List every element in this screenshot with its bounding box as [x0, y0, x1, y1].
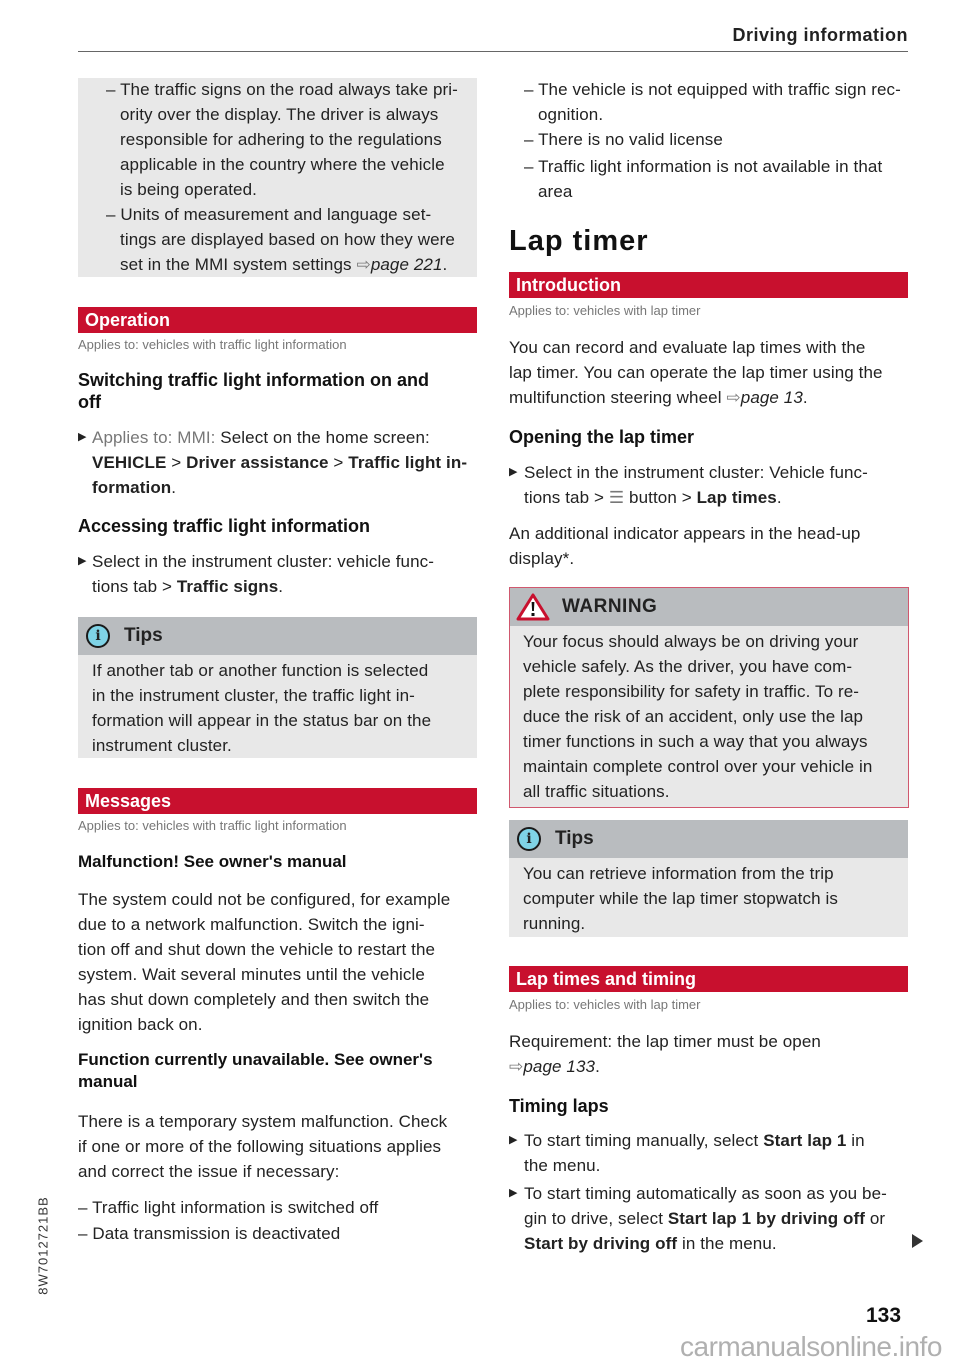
text-run: timer functions in such a way that you always: [523, 732, 868, 751]
text-line: [523, 886, 908, 911]
step-opening: [509, 460, 868, 510]
text-run: lap timer. You can operate the lap timer using the: [509, 363, 883, 382]
text-run: running.: [523, 914, 586, 933]
text-run: tings are displayed based on how they were: [120, 230, 455, 249]
text-line: [78, 1012, 450, 1037]
step-arrow-icon: ▶: [509, 466, 518, 478]
text-run: computer while the lap timer stopwatch is: [523, 889, 838, 908]
text-line: [523, 729, 908, 754]
text-line: [524, 1181, 887, 1206]
text-run: ognition.: [538, 105, 604, 124]
menu-term: Start lap 1 by driving off: [667, 1209, 866, 1228]
text-run: ☰: [608, 488, 625, 507]
running-header: Driving information: [732, 25, 908, 45]
text-line: [92, 475, 467, 500]
text-run: plete responsibility for safety in traffic. To re-: [523, 682, 860, 701]
text-run: .: [278, 577, 284, 596]
text-line: [78, 887, 450, 912]
text-line: [524, 154, 882, 179]
text-line: [120, 252, 455, 277]
text-line: [78, 987, 450, 1012]
menu-term: Start by driving off: [524, 1234, 678, 1253]
tips-header: [78, 617, 477, 655]
text-line: [92, 549, 434, 574]
paragraph-malfunction: [78, 887, 450, 1037]
menu-term: Start lap 1: [763, 1131, 847, 1150]
text-line: [523, 779, 908, 804]
text-run: duce the risk of an accident, only use the lap: [523, 707, 864, 726]
text-run: the menu.: [524, 1156, 601, 1175]
text-line: [509, 335, 883, 360]
step-arrow-icon: ▶: [78, 555, 87, 567]
heading-malfunction: Malfunction! See owner's manual: [78, 852, 347, 871]
text-run: .: [776, 488, 782, 507]
text-run: is being operated.: [120, 180, 257, 199]
page-reference: page 133: [523, 1057, 596, 1076]
text-line: [120, 102, 458, 127]
text-run: Select in the instrument cluster: vehicle func-: [92, 552, 435, 571]
text-line: [538, 102, 901, 127]
text-run: Requirement: the lap timer must be open: [509, 1032, 821, 1051]
paragraph-intro: [509, 335, 883, 410]
text-run: Your focus should always be on driving your: [523, 632, 859, 651]
text-line: [78, 391, 429, 413]
text-run: If another tab or another function is selected: [92, 661, 429, 680]
page-reference: page 221: [370, 255, 443, 274]
step-switching: [78, 425, 467, 500]
text-run: due to a network malfunction. Switch the igni-: [78, 915, 425, 934]
text-run: maintain complete control over your vehicle in: [523, 757, 873, 776]
section-bar-messages: Messages: [78, 788, 477, 814]
heading-accessing: Accessing traffic light information: [78, 516, 371, 536]
heading-timing-laps: Timing laps: [509, 1096, 609, 1116]
text-run: in the menu.: [677, 1234, 777, 1253]
text-line: [523, 654, 908, 679]
text-run: ⇨: [726, 388, 741, 407]
text-run: Select on the home screen:: [220, 428, 430, 447]
section-bar-introduction: Introduction: [509, 272, 908, 298]
list-item: – Data transmission is deactivated: [78, 1224, 341, 1243]
page-number: 133: [866, 1304, 902, 1327]
document-code: 8W7012721BB: [35, 1196, 51, 1295]
watermark: carmanualsonline.info: [680, 1331, 942, 1362]
text-run: .: [442, 255, 448, 274]
text-run: Switching traffic light information on and: [78, 370, 429, 390]
tips-text: [509, 861, 908, 936]
text-line: [509, 521, 860, 546]
info-icon: i: [517, 827, 541, 851]
text-line: [78, 1069, 433, 1091]
text-line: [78, 1109, 447, 1134]
text-run: display*.: [509, 549, 575, 568]
text-line: [523, 861, 908, 886]
text-run: – The vehicle is not equipped with traffic sign rec-: [524, 80, 901, 99]
text-line: [92, 683, 477, 708]
text-line: [92, 425, 467, 450]
text-run: Function currently unavailable. See owner's: [78, 1050, 433, 1069]
text-line: [106, 77, 458, 102]
text-run: ority over the display. The driver is always: [120, 105, 439, 124]
text-run: The system could not be configured, for example: [78, 890, 451, 909]
text-line: [523, 704, 908, 729]
header-rule: [78, 51, 908, 52]
text-run: Select in the instrument cluster: Vehicle func-: [524, 463, 868, 482]
text-line: [120, 227, 455, 252]
text-line: [538, 179, 882, 204]
text-line: [509, 1054, 821, 1079]
text-line: [524, 1231, 887, 1256]
warning-box: [509, 587, 909, 808]
text-run: >: [166, 453, 187, 472]
text-run: – Traffic light information is not available in that: [524, 157, 883, 176]
text-run: or: [865, 1209, 886, 1228]
text-run: if one or more of the following situations applies: [78, 1137, 442, 1156]
applies-to: Applies to: vehicles with lap timer: [509, 303, 701, 318]
text-run: all traffic situations.: [523, 782, 670, 801]
text-run: To start timing automatically as soon as you be-: [524, 1184, 887, 1203]
warning-title: WARNING: [562, 596, 658, 617]
step-accessing: [78, 549, 434, 599]
menu-term: Traffic signs: [176, 577, 279, 596]
text-line: [106, 202, 455, 227]
heading-switching: [78, 369, 429, 413]
text-run: >: [328, 453, 349, 472]
step-manual: [509, 1128, 865, 1178]
text-line: [78, 1134, 447, 1159]
text-line: [524, 1128, 865, 1153]
text-line: [524, 127, 723, 152]
text-run: .: [595, 1057, 600, 1076]
text-line: [78, 937, 450, 962]
text-run: and correct the issue if necessary:: [78, 1162, 340, 1181]
paragraph-hud: [509, 521, 860, 571]
warning-header: [510, 588, 908, 626]
text-line: [509, 546, 860, 571]
section-bar-lap-times: Lap times and timing: [509, 966, 908, 992]
text-run: manual: [78, 1072, 138, 1091]
text-run: ⇨: [509, 1057, 524, 1076]
text-line: [523, 911, 908, 936]
step-text: [92, 425, 467, 500]
tips-box: [509, 820, 908, 937]
text-run: in: [846, 1131, 865, 1150]
applies-to: Applies to: vehicles with lap timer: [509, 997, 701, 1012]
text-line: [92, 733, 477, 758]
text-line: [92, 574, 434, 599]
step-text: [524, 460, 868, 510]
tips-header: [509, 820, 908, 858]
text-run: There is a temporary system malfunction. Check: [78, 1112, 448, 1131]
text-run: – Units of measurement and language set-: [106, 205, 432, 224]
text-run: tions tab >: [92, 577, 177, 596]
text-line: [92, 450, 467, 475]
text-run: button >: [624, 488, 697, 507]
list-item: [524, 154, 882, 204]
text-line: [524, 77, 901, 102]
page-reference: page 13: [740, 388, 803, 407]
note-item: [106, 202, 455, 277]
text-run: multifunction steering wheel: [509, 388, 727, 407]
text-run: gin to drive, select: [524, 1209, 668, 1228]
text-run: tion off and shut down the vehicle to restart the: [78, 940, 436, 959]
text-line: [92, 708, 477, 733]
text-run: You can record and evaluate lap times with the: [509, 338, 866, 357]
text-run: ignition back on.: [78, 1015, 203, 1034]
applies-to: Applies to: vehicles with traffic light information: [78, 818, 347, 833]
list-item: [524, 77, 901, 127]
text-run: tions tab >: [524, 488, 609, 507]
tips-text: [78, 658, 477, 758]
text-run: To start timing manually, select: [524, 1131, 764, 1150]
text-line: [524, 1153, 865, 1178]
text-run: You can retrieve information from the trip: [523, 864, 834, 883]
step-arrow-icon: ▶: [78, 431, 87, 443]
text-line: [120, 177, 458, 202]
text-line: [524, 485, 868, 510]
chapter-title: Lap timer: [509, 225, 649, 257]
text-line: [120, 127, 458, 152]
step-automatic: [509, 1181, 887, 1256]
menu-term: formation: [92, 478, 172, 497]
text-run: formation will appear in the status bar on the: [92, 711, 432, 730]
text-run: off: [78, 392, 101, 412]
text-line: [78, 962, 450, 987]
paragraph-unavailable: [78, 1109, 447, 1184]
step-arrow-icon: ▶: [509, 1134, 518, 1146]
list-item: – Traffic light information is switched off: [78, 1198, 379, 1217]
text-line: [524, 1206, 887, 1231]
text-run: has shut down completely and then switch the: [78, 990, 430, 1009]
tips-title: Tips: [124, 625, 163, 646]
tips-box: [78, 617, 477, 758]
text-run: instrument cluster.: [92, 736, 232, 755]
applies-to: Applies to: vehicles with traffic light information: [78, 337, 347, 352]
section-bar-operation: Operation: [78, 307, 477, 333]
text-run: in the instrument cluster, the traffic light in-: [92, 686, 415, 705]
text-run: .: [802, 388, 808, 407]
text-line: [78, 1159, 447, 1184]
text-line: [78, 1047, 433, 1069]
menu-term: Lap times: [696, 488, 777, 507]
menu-term: VEHICLE: [92, 453, 167, 472]
step-text: [92, 549, 434, 599]
text-line: [78, 369, 429, 391]
text-line: [78, 912, 450, 937]
text-run: responsible for adhering to the regulations: [120, 130, 442, 149]
warning-text: [510, 629, 908, 804]
text-line: [523, 754, 908, 779]
tips-title: Tips: [555, 828, 594, 849]
text-line: [509, 360, 883, 385]
paragraph-requirement: [509, 1029, 821, 1079]
heading-opening: Opening the lap timer: [509, 427, 695, 447]
continue-arrow-icon: [912, 1234, 923, 1248]
text-line: [509, 385, 883, 410]
text-line: [523, 679, 908, 704]
text-run: .: [171, 478, 177, 497]
menu-term: Traffic light in-: [348, 453, 468, 472]
text-run: Applies to: MMI:: [92, 428, 221, 447]
menu-term: Driver assistance: [186, 453, 329, 472]
step-text: [524, 1128, 865, 1178]
text-run: set in the MMI system settings: [120, 255, 357, 274]
step-text: [524, 1181, 887, 1256]
text-line: [509, 1029, 821, 1054]
text-line: [524, 460, 868, 485]
text-run: area: [538, 182, 573, 201]
text-run: vehicle safely. As the driver, you have com-: [523, 657, 853, 676]
text-run: system. Wait several minutes until the vehicle: [78, 965, 425, 984]
text-run: – There is no valid license: [524, 130, 723, 149]
text-line: [523, 629, 908, 654]
step-arrow-icon: ▶: [509, 1187, 518, 1199]
text-line: [92, 658, 477, 683]
text-run: applicable in the country where the vehicle: [120, 155, 445, 174]
heading-unavailable: [78, 1047, 433, 1091]
warning-triangle-icon: [516, 593, 550, 621]
text-run: ⇨: [356, 255, 371, 274]
text-run: An additional indicator appears in the head-up: [509, 524, 861, 543]
note-item: [106, 77, 458, 202]
text-line: [120, 152, 458, 177]
text-run: – The traffic signs on the road always take pri-: [106, 80, 458, 99]
info-icon: i: [86, 624, 110, 648]
list-item: [524, 127, 723, 152]
